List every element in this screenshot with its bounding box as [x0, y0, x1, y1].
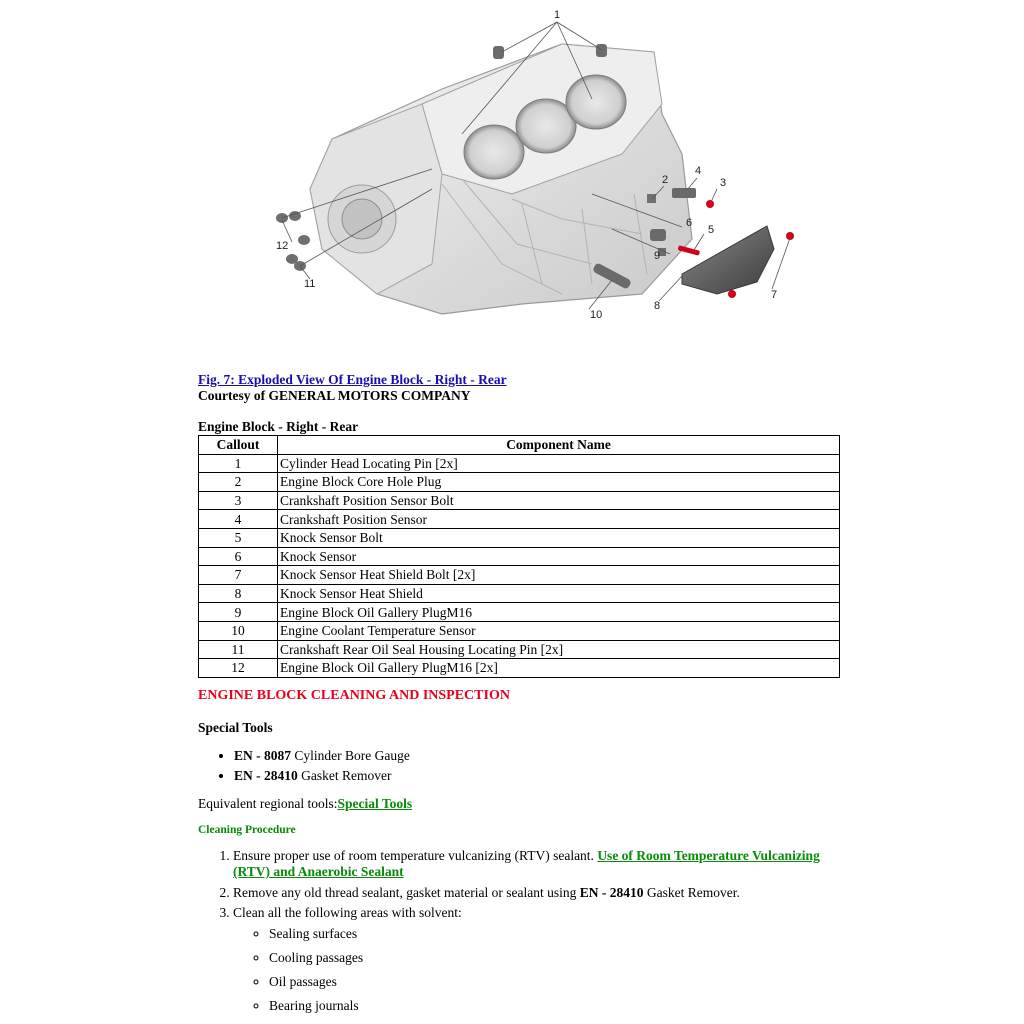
- callout-label: 10: [590, 309, 603, 321]
- tool-name: Gasket Remover: [297, 767, 392, 783]
- figure-courtesy: Courtesy of GENERAL MOTORS COMPANY: [198, 388, 471, 403]
- callout-label: 2: [662, 174, 669, 186]
- callout-cell: 6: [199, 547, 278, 566]
- table-row: [199, 603, 840, 622]
- component-cell: Engine Block Oil Gallery PlugM16 [2x]: [278, 659, 840, 678]
- callout-cell: 7: [199, 566, 278, 585]
- figure-link[interactable]: Fig. 7: Exploded View Of Engine Block - Right - Rear: [198, 372, 507, 387]
- callout-label: 6: [686, 217, 693, 229]
- step-text: Gasket Remover.: [643, 884, 740, 900]
- callout-label: 5: [708, 224, 715, 236]
- table-header-row: [199, 436, 840, 455]
- callout-label: 3: [720, 177, 727, 189]
- callout-label: 7: [771, 289, 778, 301]
- callout-cell: 4: [199, 510, 278, 529]
- special-tools-heading: Special Tools: [198, 719, 273, 735]
- callout-label: 11: [304, 278, 316, 290]
- table-row: [199, 621, 840, 640]
- step-text: Ensure proper use of room temperature vulcanizing (RTV) sealant.: [233, 847, 598, 863]
- callout-label: 8: [654, 300, 661, 312]
- callout-label: 4: [695, 165, 702, 177]
- document-content: [198, 372, 858, 1020]
- rtv-sealant-link[interactable]: Use of Room Temperature Vulcanizing (RTV) and Anaerobic Sealant: [233, 847, 820, 880]
- list-item: ◦ Bearing journals: [269, 996, 858, 1016]
- list-item: ◦ Oil passages: [269, 972, 858, 992]
- component-cell: Knock Sensor Heat Shield Bolt [2x]: [278, 566, 840, 585]
- components-table: [198, 435, 840, 678]
- callout-label: 9: [654, 250, 661, 262]
- tool-code: EN - 28410: [234, 767, 298, 783]
- list-item: ◦ Cooling passages: [269, 948, 858, 968]
- callout-cell: 2: [199, 473, 278, 492]
- table-row: [199, 547, 840, 566]
- procedure-step: [233, 885, 858, 902]
- equivalent-tools-line: [198, 796, 858, 812]
- table-row: [199, 510, 840, 529]
- callout-cell: 3: [199, 491, 278, 510]
- component-cell: Knock Sensor Bolt: [278, 528, 840, 547]
- list-item: ◦ Sealing surfaces: [269, 924, 858, 944]
- list-item: [234, 746, 858, 766]
- column-header-callout: Callout: [199, 436, 278, 455]
- table-row: [199, 584, 840, 603]
- table-row: [199, 640, 840, 659]
- section-title: ENGINE BLOCK CLEANING AND INSPECTION: [198, 687, 510, 703]
- cleaning-procedure-heading: Cleaning Procedure: [198, 823, 296, 836]
- component-cell: Knock Sensor Heat Shield: [278, 584, 840, 603]
- table-row: [199, 454, 840, 473]
- engine-block-drawing: [262, 4, 802, 334]
- table-row: [199, 566, 840, 585]
- table-row: [199, 491, 840, 510]
- table-row: [199, 473, 840, 492]
- cleaning-areas-list: [233, 924, 858, 1016]
- special-tools-link[interactable]: Special Tools: [337, 795, 413, 811]
- procedure-steps: [198, 848, 858, 1016]
- table-row: [199, 528, 840, 547]
- callout-label: 12: [276, 240, 289, 252]
- callout-label: 1: [554, 9, 561, 21]
- tool-code: EN - 8087: [234, 747, 291, 763]
- procedure-step: [233, 905, 858, 1016]
- callout-cell: 11: [199, 640, 278, 659]
- callout-cell: 9: [199, 603, 278, 622]
- component-cell: Crankshaft Position Sensor Bolt: [278, 491, 840, 510]
- tool-code: EN - 28410: [579, 884, 644, 900]
- callout-cell: 1: [199, 454, 278, 473]
- component-cell: Knock Sensor: [278, 547, 840, 566]
- component-cell: Engine Block Oil Gallery PlugM16: [278, 603, 840, 622]
- component-cell: Engine Coolant Temperature Sensor: [278, 621, 840, 640]
- component-cell: Crankshaft Rear Oil Seal Housing Locating Pin [2x]: [278, 640, 840, 659]
- table-caption: Engine Block - Right - Rear: [198, 419, 359, 434]
- step-text: Clean all the following areas with solvent:: [233, 905, 462, 921]
- tool-name: Cylinder Bore Gauge: [291, 747, 410, 763]
- table-row: [199, 659, 840, 678]
- step-text: Remove any old thread sealant, gasket material or sealant using: [233, 884, 580, 900]
- callout-cell: 12: [199, 659, 278, 678]
- special-tools-list: [198, 746, 858, 786]
- component-cell: Cylinder Head Locating Pin [2x]: [278, 454, 840, 473]
- list-item: [234, 766, 858, 786]
- callout-cell: 5: [199, 528, 278, 547]
- component-cell: Engine Block Core Hole Plug: [278, 473, 840, 492]
- callout-cell: 10: [199, 621, 278, 640]
- equivalent-tools-label: Equivalent regional tools:: [198, 795, 338, 811]
- engine-block-exploded-view: [262, 4, 802, 334]
- procedure-step: [233, 848, 858, 881]
- callout-cell: 8: [199, 584, 278, 603]
- column-header-component: Component Name: [278, 436, 840, 455]
- component-cell: Crankshaft Position Sensor: [278, 510, 840, 529]
